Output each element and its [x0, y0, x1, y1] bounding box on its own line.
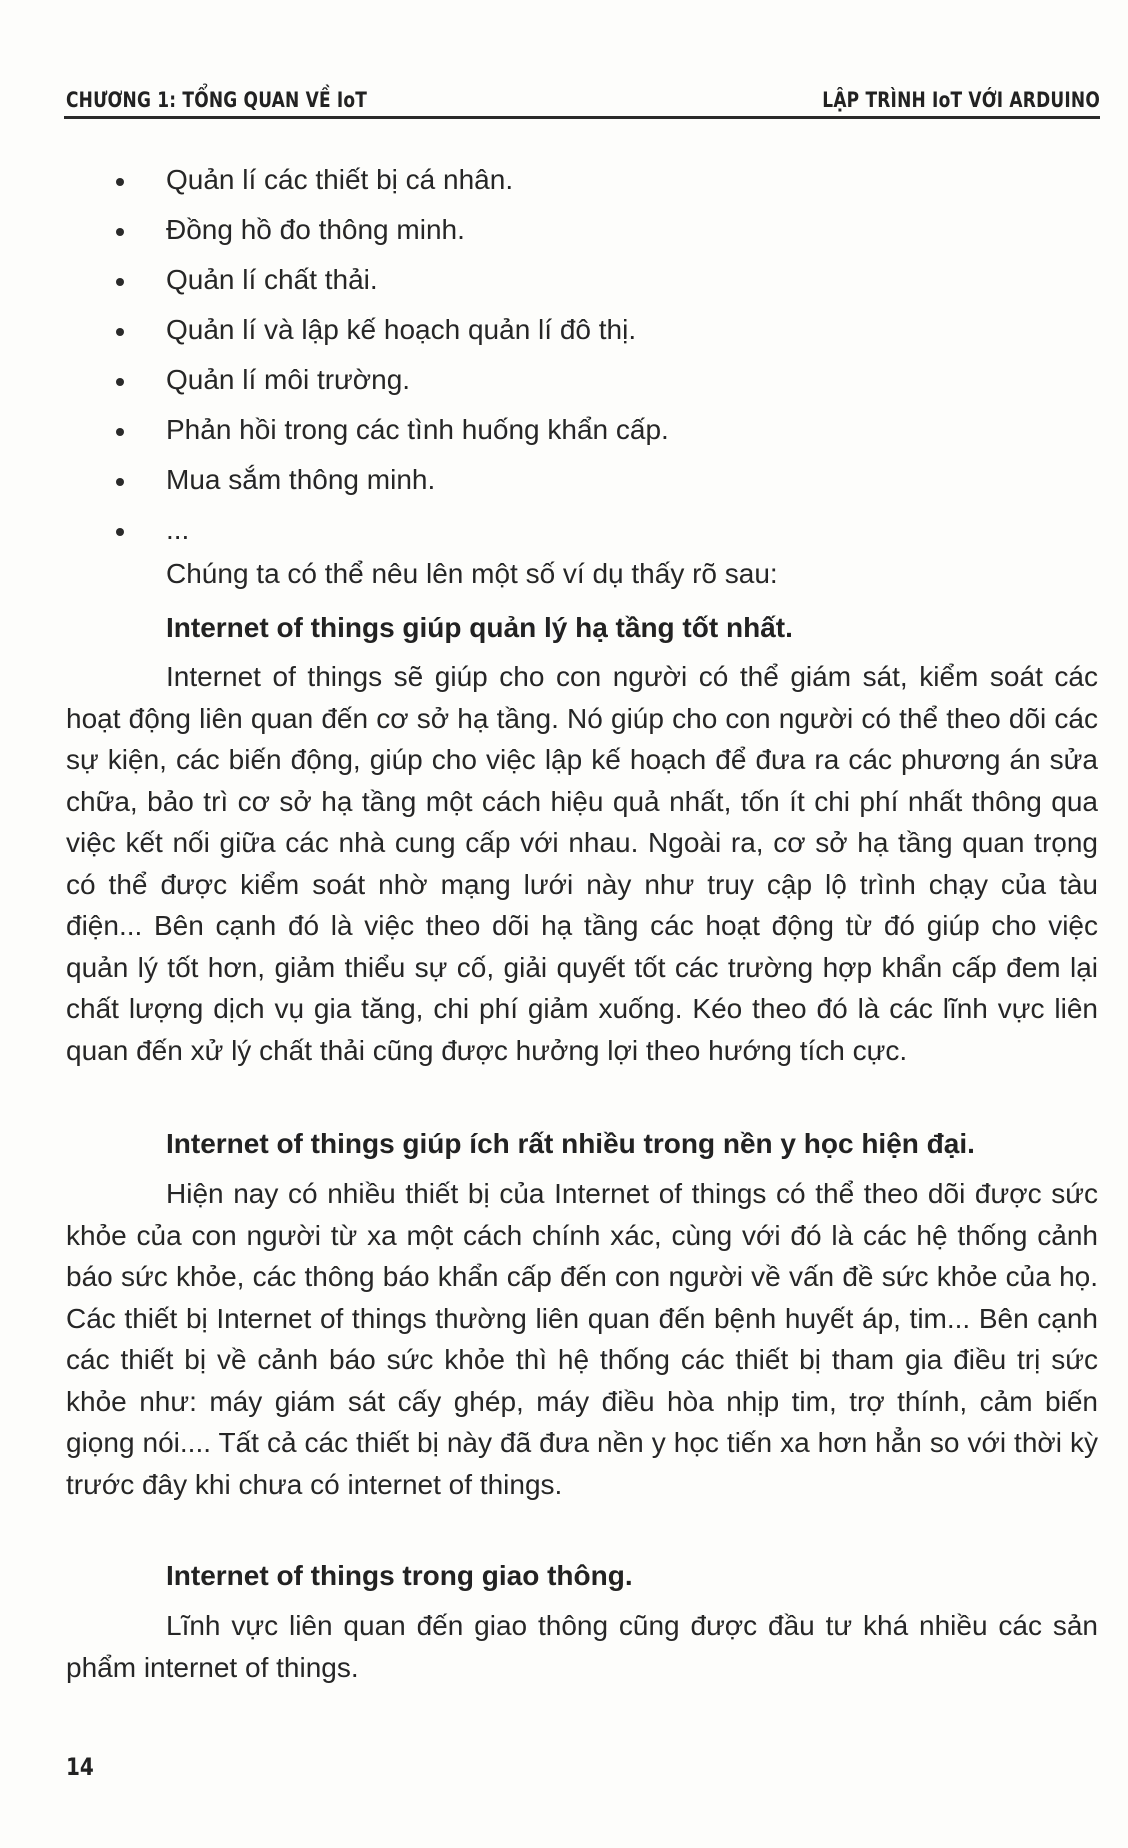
bullet-icon — [116, 328, 124, 336]
list-item: Đồng hồ đo thông minh. — [112, 205, 669, 255]
bullet-icon — [116, 428, 124, 436]
bullet-icon — [116, 528, 124, 536]
bullet-icon — [116, 178, 124, 186]
bullet-icon — [116, 278, 124, 286]
running-header — [64, 88, 1100, 119]
section-heading-transport: Internet of things trong giao thông. — [166, 1560, 633, 1591]
list-item: Phản hồi trong các tình huống khẩn cấp. — [112, 405, 669, 455]
section-body-medicine — [66, 1173, 1098, 1505]
list-item: Quản lí môi trường. — [112, 355, 669, 405]
section-body-infrastructure — [66, 656, 1098, 1071]
paragraph: Hiện nay có nhiều thiết bị của Internet of things có thể theo dõi được sức khỏe của con người từ xa một cách chính xác, cùng với đó là các hệ thống cảnh báo sức khỏe, các thông báo khẩn cấp đến con người về vấn đề sức khỏe của họ. Các thiết bị Internet of things thường liên quan đến bệnh huyết áp, tim... Bên cạnh các thiết bị về cảnh báo sức khỏe thì hệ thống các thiết bị tham gia điều trị sức khỏe như: máy giám sát cấy ghép, máy điều hòa nhịp tim, trợ thính, cảm biến giọng nói.... Tất cả các thiết bị này đã đưa nền y học tiến xa hơn hẳn so với thời kỳ trước đây khi chưa có internet of things. — [66, 1178, 1098, 1500]
bullet-icon — [116, 228, 124, 236]
bullet-icon — [116, 378, 124, 386]
section-body-transport — [66, 1605, 1098, 1688]
paragraph: Lĩnh vực liên quan đến giao thông cũng được đầu tư khá nhiều các sản phẩm internet of things. — [66, 1610, 1098, 1683]
list-item: Mua sắm thông minh. — [112, 455, 669, 505]
chapter-title: CHƯƠNG 1: TỔNG QUAN VỀ IoT — [66, 88, 368, 113]
application-list — [112, 155, 669, 555]
list-item: Quản lí và lập kế hoạch quản lí đô thị. — [112, 305, 669, 355]
section-heading-infrastructure: Internet of things giúp quản lý hạ tầng tốt nhất. — [166, 612, 793, 643]
list-item: Quản lí chất thải. — [112, 255, 669, 305]
intro-text: Chúng ta có thể nêu lên một số ví dụ thấy rõ sau: — [166, 558, 778, 589]
page-number: 14 — [66, 1752, 94, 1781]
list-item: ... — [112, 505, 669, 555]
paragraph: Internet of things sẽ giúp cho con người có thể giám sát, kiểm soát các hoạt động liên quan đến cơ sở hạ tầng. Nó giúp cho con người có thể theo dõi các sự kiện, các biến động, giúp cho việc lập kế hoạch để đưa ra các phương án sửa chữa, bảo trì cơ sở hạ tầng một cách hiệu quả nhất, tốn ít chi phí nhất thông qua việc kết nối giữa các nhà cung cấp với nhau. Ngoài ra, cơ sở hạ tầng quan trọng có thể được kiểm soát nhờ mạng lưới này như truy cập lộ trình chạy của tàu điện... Bên cạnh đó là việc theo dõi hạ tầng các hoạt động từ đó giúp cho việc quản lý tốt hơn, giảm thiểu sự cố, giải quyết tốt các trường hợp khẩn cấp đem lại chất lượng dịch vụ gia tăng, chi phí giảm xuống. Kéo theo đó là các lĩnh vực liên quan đến xử lý chất thải cũng được hưởng lợi theo hướng tích cực. — [66, 661, 1098, 1066]
book-title: LẬP TRÌNH IoT VỚI ARDUINO — [822, 88, 1100, 113]
bullet-icon — [116, 478, 124, 486]
section-heading-medicine: Internet of things giúp ích rất nhiều trong nền y học hiện đại. — [166, 1128, 975, 1159]
list-item: Quản lí các thiết bị cá nhân. — [112, 155, 669, 205]
